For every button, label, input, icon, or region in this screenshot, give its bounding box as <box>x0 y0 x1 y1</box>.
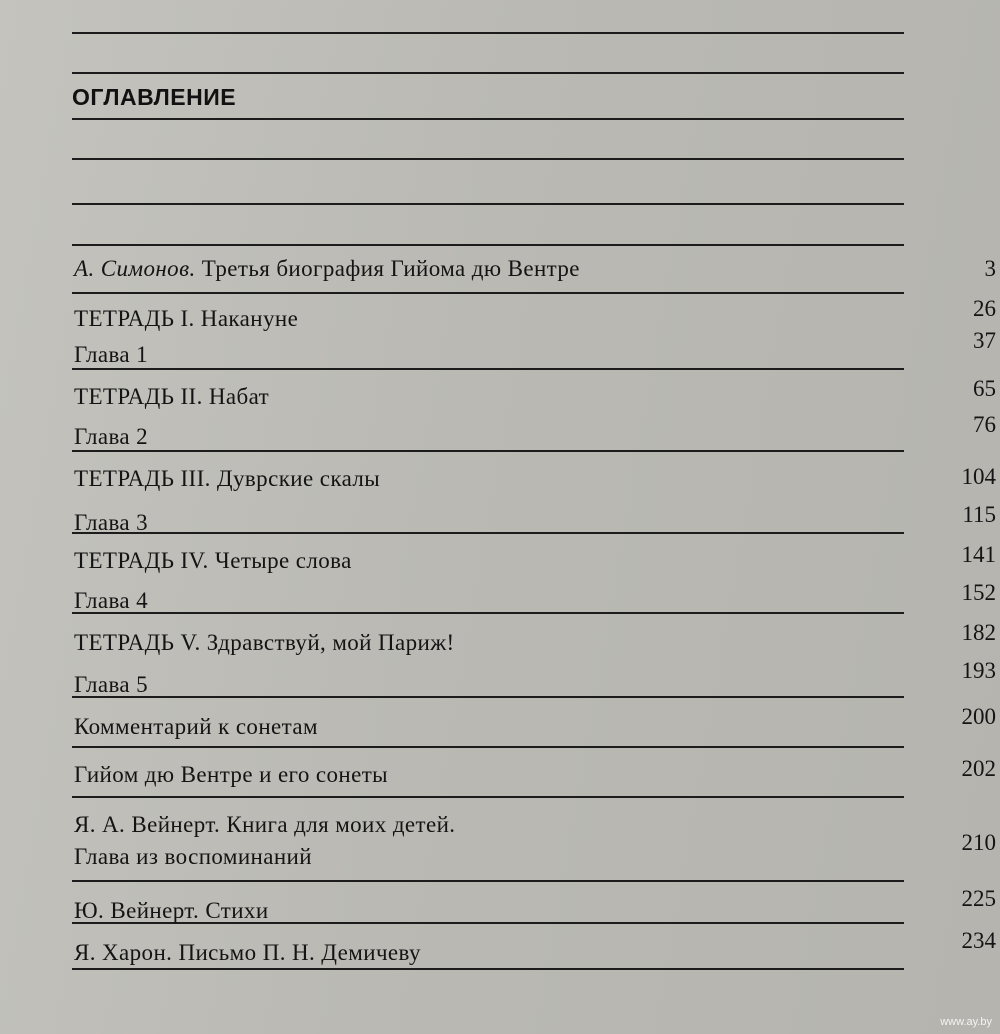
divider <box>72 368 904 370</box>
toc-entry: ТЕТРАДЬ IV. Четыре слова <box>74 548 352 573</box>
toc-page-number: 26 <box>973 296 996 321</box>
toc-entry: Глава 3 <box>74 510 149 535</box>
divider <box>72 72 904 74</box>
toc-entry: Комментарий к сонетам <box>74 714 318 739</box>
toc-page-number: 182 <box>961 620 996 645</box>
toc-entry: Глава 2 <box>74 424 149 449</box>
page-title: ОГЛАВЛЕНИЕ <box>72 84 237 110</box>
divider <box>72 158 904 160</box>
toc-title: Третья биография Гийома дю Вентре <box>201 256 580 281</box>
divider <box>72 244 904 246</box>
toc-page-number: 141 <box>961 542 996 567</box>
toc-entry: Гийом дю Вентре и его сонеты <box>74 762 388 787</box>
toc-entry-continuation: Глава из воспоминаний <box>74 844 312 869</box>
divider <box>72 532 904 534</box>
divider <box>72 612 904 614</box>
toc-page-number: 210 <box>961 830 996 855</box>
toc-entry: ТЕТРАДЬ II. Набат <box>74 384 270 409</box>
toc-entry: Глава 5 <box>74 672 149 697</box>
toc-entry <box>74 256 580 282</box>
divider <box>72 118 904 120</box>
toc-page-number: 65 <box>973 376 996 401</box>
toc-page-number: 234 <box>961 928 996 953</box>
toc-page-number: 115 <box>962 502 996 527</box>
divider <box>72 32 904 34</box>
divider <box>72 880 904 882</box>
divider <box>72 292 904 294</box>
toc-entry: Глава 1 <box>74 342 149 367</box>
divider <box>72 796 904 798</box>
toc-entry: Я. А. Вейнерт. Книга для моих детей. <box>74 812 456 837</box>
divider <box>72 696 904 698</box>
toc-author: А. Симонов. <box>74 256 196 281</box>
toc-entry: Я. Харон. Письмо П. Н. Демичеву <box>74 940 421 965</box>
toc-page-number: 225 <box>961 886 996 911</box>
watermark: www.ay.by <box>940 1016 992 1028</box>
toc-page-number: 76 <box>973 412 996 437</box>
toc-page-number: 3 <box>984 256 996 281</box>
toc-entry: ТЕТРАДЬ III. Дуврские скалы <box>74 466 381 491</box>
divider <box>72 968 904 970</box>
divider <box>72 203 904 205</box>
toc-page-number: 152 <box>961 580 996 605</box>
toc-page-number: 193 <box>961 658 996 683</box>
toc-entry: Глава 4 <box>74 588 149 613</box>
toc-page-number: 200 <box>961 704 996 729</box>
toc-entry: ТЕТРАДЬ I. Накануне <box>74 306 299 331</box>
toc-page-number: 202 <box>961 756 996 781</box>
toc-entry: Ю. Вейнерт. Стихи <box>74 898 269 923</box>
toc-entry: ТЕТРАДЬ V. Здравствуй, мой Париж! <box>74 630 455 655</box>
toc-page-number: 104 <box>961 464 996 489</box>
divider <box>72 746 904 748</box>
toc-page-number: 37 <box>973 328 996 353</box>
divider <box>72 450 904 452</box>
